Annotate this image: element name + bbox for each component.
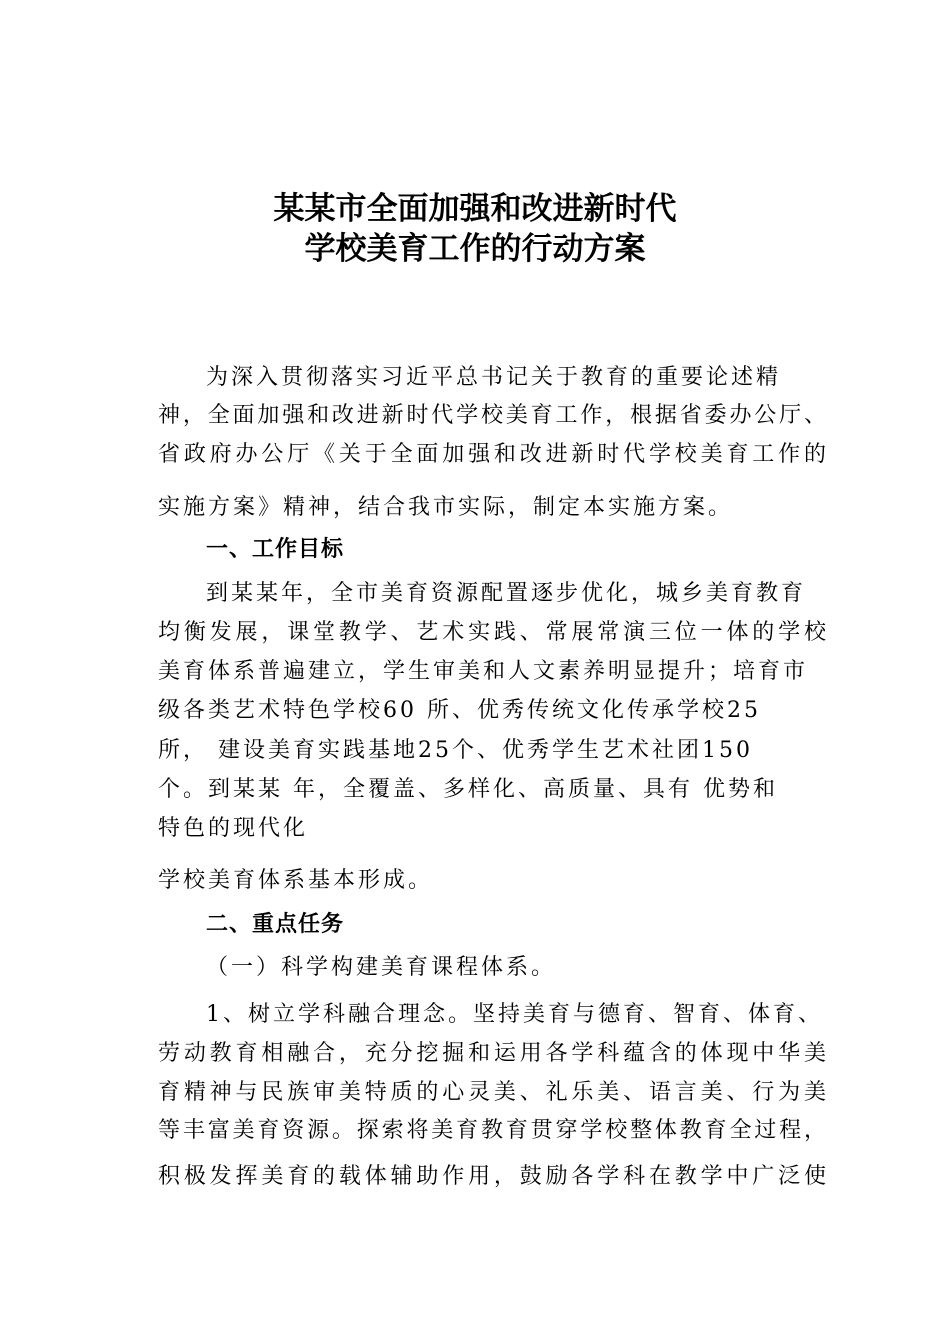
- intro-line-3: 省政府办公厅《关于全面加强和改进新时代学校美育工作的: [158, 442, 826, 467]
- goals-line-8: 学校美育体系基本形成。: [158, 868, 434, 893]
- section-heading-goals: 一、工作目标: [206, 537, 345, 562]
- intro-line-4: 实施方案》精神，结合我市实际，制定本实施方案。: [158, 495, 734, 520]
- item-1-line-1: 1、树立学科融合理念。坚持美育与德育、智育、体育、: [206, 1002, 823, 1027]
- goals-line-3: 美育体系普遍建立，学生审美和人文素养明显提升；培育市: [158, 659, 809, 684]
- goals-line-2: 均衡发展，课堂教学、艺术实践、常展常演三位一体的学校: [158, 620, 826, 645]
- section-heading-tasks: 二、重点任务: [206, 912, 345, 937]
- subsection-heading-curriculum: （一）科学构建美育课程体系。: [206, 955, 557, 980]
- goals-line-7: 特色的现代化: [158, 816, 309, 841]
- intro-line-2: 神，全面加强和改进新时代学校美育工作，根据省委办公厅、: [158, 403, 826, 428]
- item-1-line-3: 育精神与民族审美特质的心灵美、礼乐美、语言美、行为美: [158, 1080, 826, 1105]
- goals-line-6: 个。到某某 年，全覆盖、多样化、高质量、具有 优势和: [158, 777, 778, 802]
- goals-line-1: 到某某年，全市美育资源配置逐步优化，城乡美育教育: [206, 581, 807, 606]
- document-title-line-1: 某某市全面加强和改进新时代: [273, 191, 677, 227]
- goals-line-4: 级各类艺术特色学校60 所、优秀传统文化传承学校25: [158, 698, 761, 723]
- intro-line-1: 为深入贯彻落实习近平总书记关于教育的重要论述精: [206, 365, 782, 390]
- item-1-line-5: 积极发挥美育的载体辅助作用，鼓励各学科在教学中广泛使: [158, 1164, 826, 1189]
- item-1-line-2: 劳动教育相融合，充分挖掘和运用各学科蕴含的体现中华美: [158, 1041, 826, 1066]
- item-1-line-4: 等丰富美育资源。探索将美育教育贯穿学校整体教育全过程，: [158, 1118, 826, 1143]
- document-title-line-2: 学校美育工作的行动方案: [304, 231, 646, 267]
- goals-line-5: 所， 建设美育实践基地25个、优秀学生艺术社团150: [158, 738, 753, 763]
